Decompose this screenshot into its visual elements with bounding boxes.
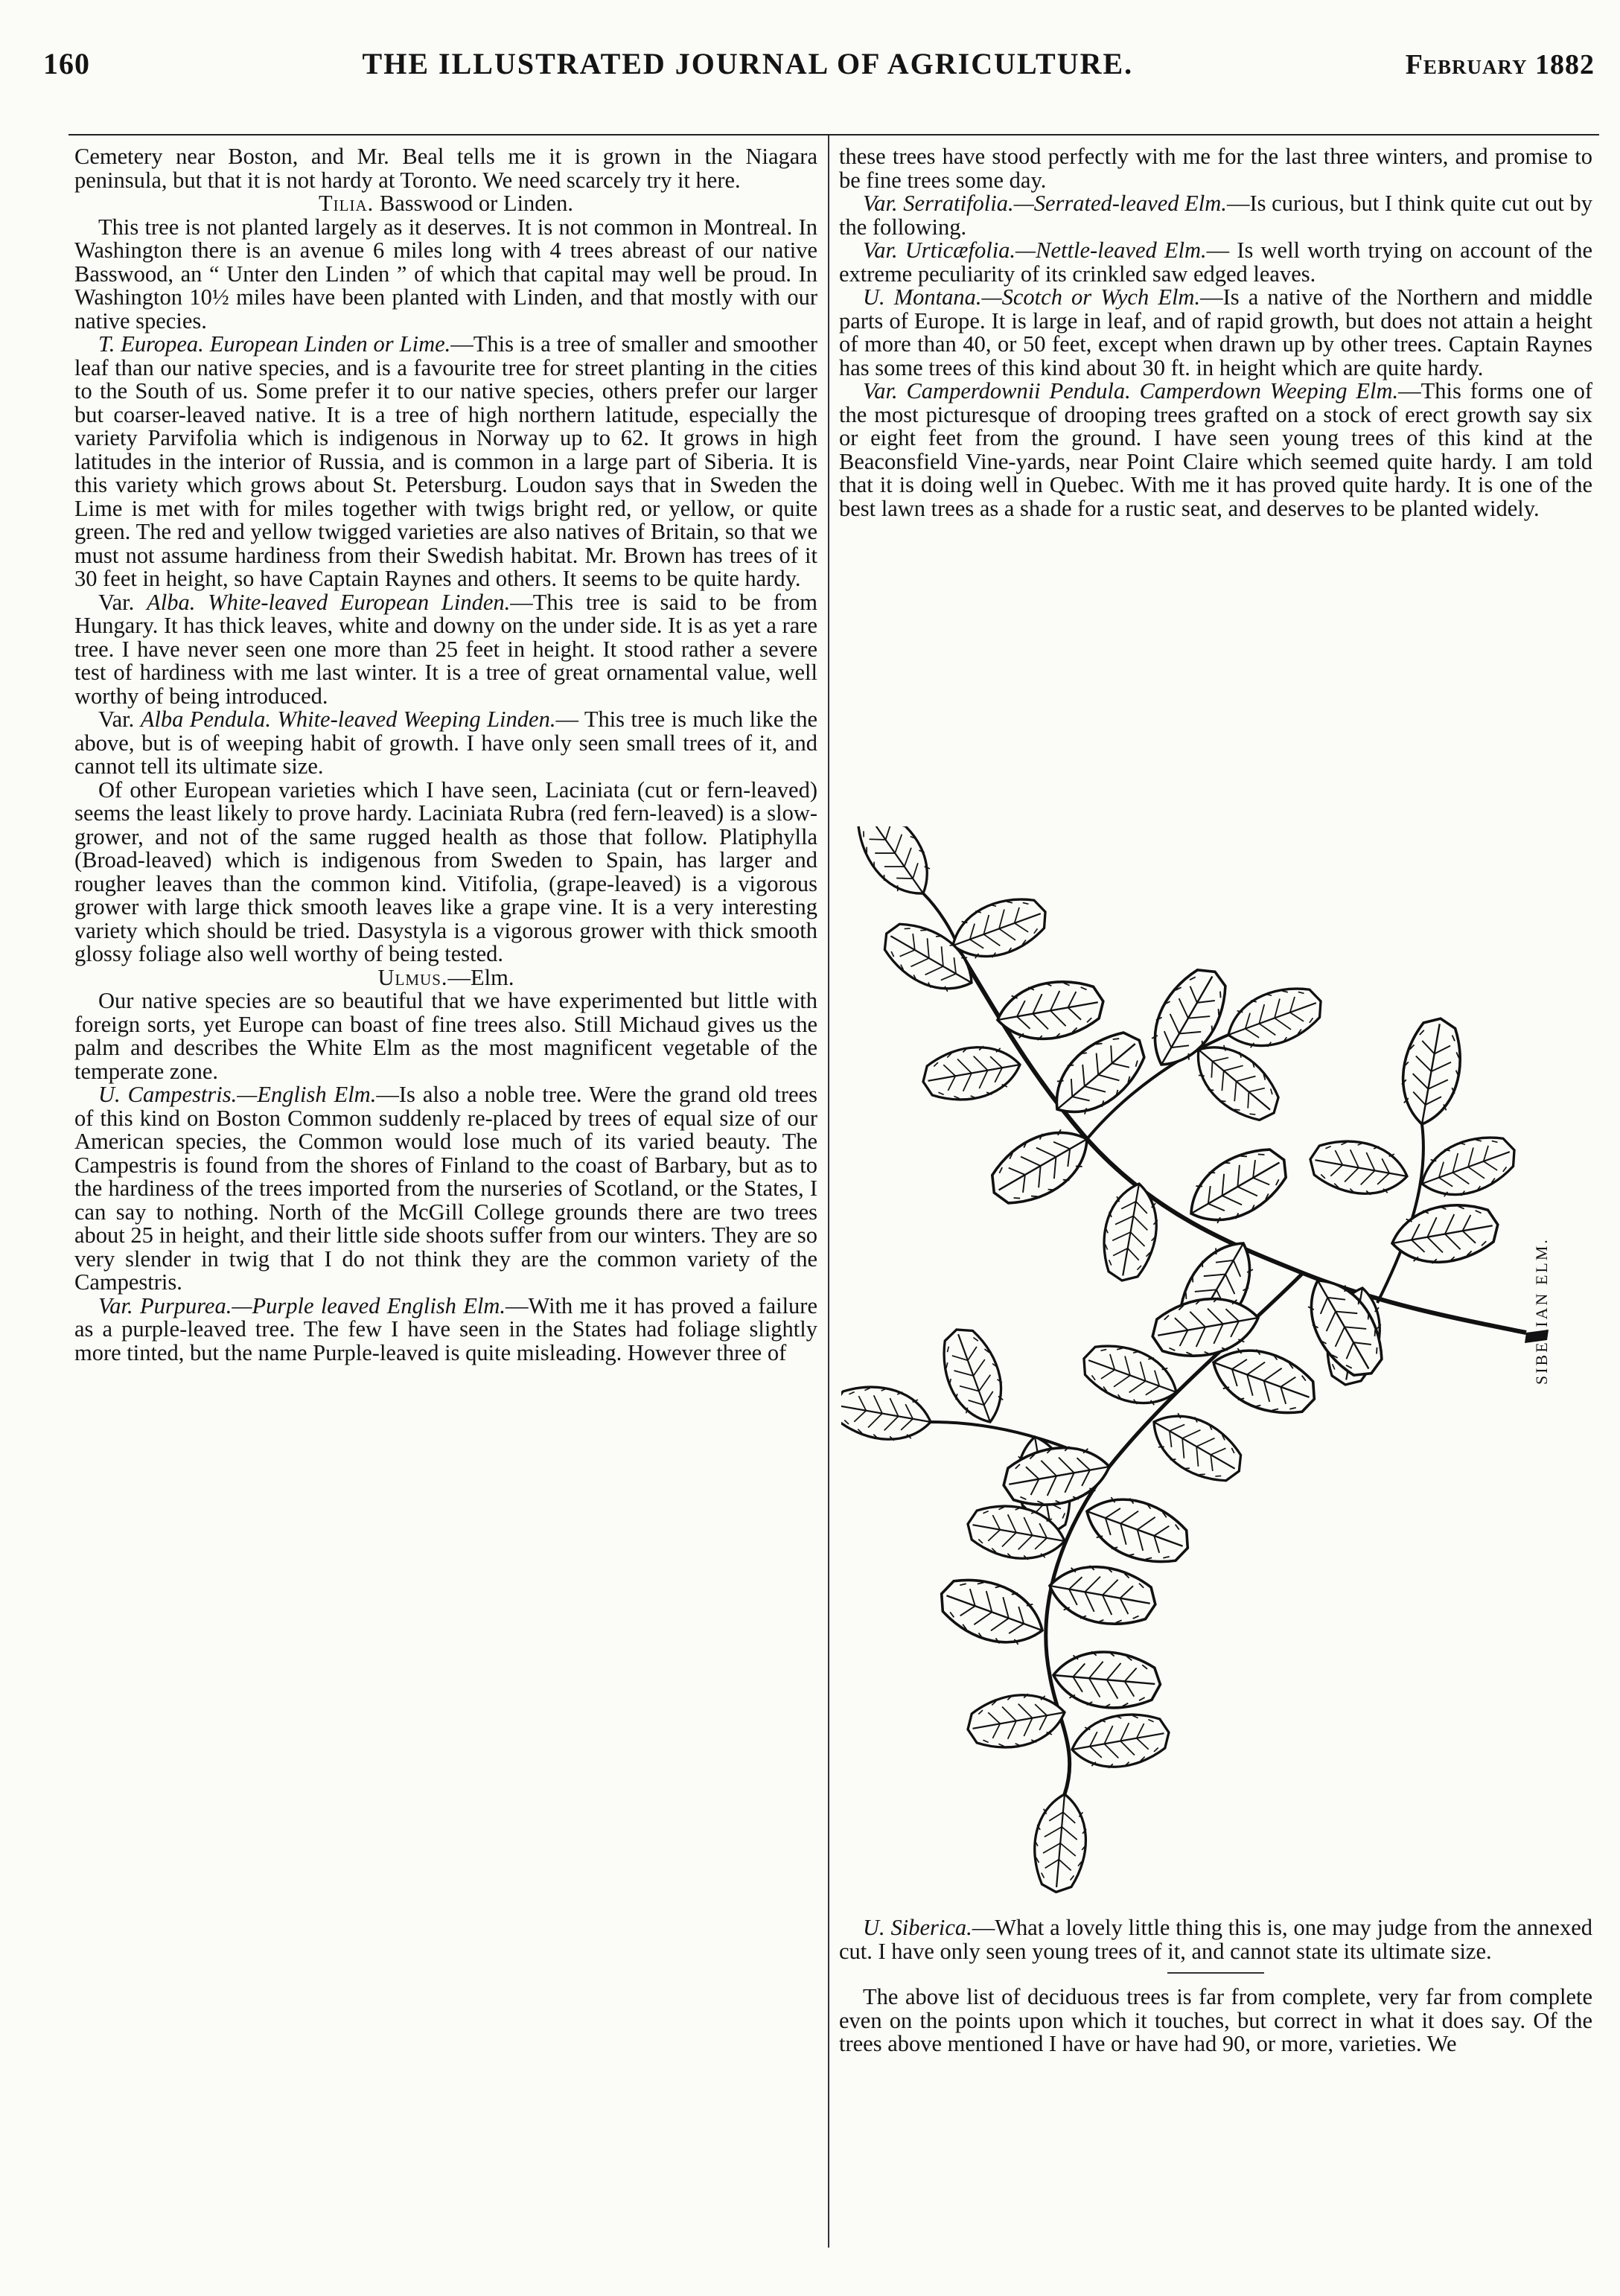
paragraph: This tree is not planted largely as it deserves. It is not common in Montreal. In Washington there is an avenue 6 miles long with 4 trees abreast of our native Basswood, an “ Unter den Linden ” of which that capital may well be proud. In Washington 10½ miles have been planted with Linden, and that mostly with our native species.	[74, 214, 817, 334]
paragraph	[839, 192, 1592, 239]
paragraph: The above list of deciduous trees is far from complete, very far from complete even on the points upon which it touches, but correct in what it does say. Of the trees above mentioned I have or have had 90, or more, varieties. We	[839, 1984, 1592, 2056]
section-heading-ulmus	[74, 966, 817, 990]
figure-caption: SIBERIAN ELM.	[1532, 1237, 1551, 1385]
paragraph-text: —This is a tree of smaller and smoother leaf than our native species, and is a favourite tree for street planting in the cities to the South of us. Some prefer it to our native species, others prefer our larger but coarser-leaved native. It is a tree of high northern latitude, especially the variety Parvifolia which is indigenous in Norway up to 62. It grows in high latitudes in the interior of Russia, and is common in a large part of Siberia. It is this variety which grows about St. Petersburg. Loudon says that in Sweden the Lime is met with for miles together with twigs bright red, or yellow, or quite green. The red and yellow twigged varieties are also natives of Britain, so that we must not assume hardiness from their Swedish habitat. Mr. Brown has trees of it 30 feet in height, so have Captain Raynes and others. It seems to be quite hardy.	[74, 331, 817, 591]
section-rule	[1167, 1972, 1264, 1974]
paragraph-text: — This tree is much like the above, but is of weeping habit of growth. I have only seen small trees of it, and cannot tell its ultimate size.	[74, 707, 817, 779]
section-heading-tilia	[74, 192, 817, 216]
paragraph-text: —This tree is said to be from Hungary. It has thick leaves, white and downy on the under side. It is as yet a rare tree. I have never seen one more than 25 feet in height. It stood rather a severe test of hardiness with me last winter. It is a tree of great ornamental value, well worthy of being introduced.	[74, 589, 817, 709]
paragraph-text: —Is curious, but I think quite cut out by the following.	[839, 191, 1592, 240]
species-name: U. Siberica.	[863, 1915, 972, 1940]
heading-genus: Tilia.	[319, 191, 374, 216]
paragraph	[74, 333, 817, 591]
page-header	[43, 46, 1595, 92]
species-name: Var. Purpurea.—Purple leaved English Elm.	[98, 1292, 506, 1318]
left-column	[74, 145, 817, 1365]
species-name: Var. Serratifolia.—Serrated-leaved Elm.	[863, 191, 1227, 216]
paragraph: these trees have stood perfectly with me for the last three winters, and promise to be fine trees some day.	[839, 144, 1592, 193]
species-name: Var. Camperdownii Pendula. Camperdown Weeping Elm.	[863, 378, 1399, 404]
paragraph: Our native species are so beautiful that we have experimented but little with foreign sorts, yet Europe can boast of fine trees also. Still Michaud gives us the palm and describes the White Elm as the most magnificent vegetable of the temperate zone.	[74, 988, 817, 1084]
column-divider	[828, 135, 829, 2248]
heading-common: Basswood or Linden.	[374, 191, 573, 216]
heading-genus: Ulmus.	[377, 964, 448, 990]
paragraph-text: —With me it has proved a failure as a purple-leaved tree. The few I have seen in the States had foliage slightly more tinted, but the name Purple-leaved is quite misleading. However three of	[74, 1292, 817, 1365]
page-number: 160	[43, 47, 90, 80]
paragraph	[74, 591, 817, 709]
right-column-bottom	[839, 1916, 1592, 2056]
species-name: U. Campestris.—English Elm.	[98, 1082, 377, 1107]
paragraph	[839, 239, 1592, 286]
species-name: U. Montana.—Scotch or Wych Elm.	[863, 284, 1201, 310]
right-column-top	[839, 145, 1592, 520]
journal-title: THE ILLUSTRATED JOURNAL OF AGRICULTURE.	[362, 47, 1134, 80]
paragraph-text: — Is well worth trying on account of the extreme peculiarity of its crinkled saw edged leaves.	[839, 237, 1592, 287]
species-name: Alba Pendula. White-leaved Weeping Linden.	[140, 707, 556, 732]
paragraph	[74, 708, 817, 779]
heading-common: —Elm.	[447, 964, 514, 990]
paragraph	[839, 380, 1592, 520]
paragraph	[74, 1292, 817, 1365]
paragraph	[74, 1083, 817, 1295]
species-name: Var. Urticæfolia.—Nettle-leaved Elm.	[863, 237, 1207, 263]
paragraph: Cemetery near Boston, and Mr. Beal tells me it is grown in the Niagara peninsula, but that it is not hardy at Toronto. We need scarcely try it here.	[74, 144, 817, 193]
species-name: Alba. White-leaved European Linden.	[147, 589, 511, 615]
paragraph	[839, 286, 1592, 380]
paragraph-text: —Is a native of the Northern and middle parts of Europe. It is large in leaf, and of rapid growth, but does not attain a height of more than 40, or 50 feet, except when drawn up by other trees. Captain Raynes has some trees of this kind about 30 ft. in height which are quite hardy.	[839, 284, 1592, 380]
elm-branch-drawing	[841, 826, 1608, 1898]
paragraph-text: —Is also a noble tree. Were the grand old trees of this kind on Boston Common suddenly re-placed by trees of equal size of our American species, the Common would lose much of its varied beauty. The Campestris is found from the shores of Finland to the coast of Barbary, but as to the hardiness of the trees imported from the nurseries of Scotland, or the States, I can say to nothing. North of the McGill College grounds there are two trees about 25 in height, and their little side shoots suffer from our winters. They are so very slender in twig that I do not think they are the common variety of the Campestris.	[74, 1082, 817, 1295]
paragraph-text: —What a lovely little thing this is, one may judge from the annexed cut. I have only seen young trees of it, and cannot state its ultimate size.	[839, 1915, 1593, 1964]
var-prefix: Var.	[98, 707, 141, 732]
paragraph-text: —This forms one of the most picturesque of drooping trees grafted on a stock of erect growth say six or eight feet from the ground. I have seen young trees of this kind at the Beaconsfield Vine-yards, near Point Claire which seemed quite hardy. I am told that it is doing well in Quebec. With me it has proved quite hardy. It is one of the best lawn trees as a shade for a rustic seat, and deserves to be planted widely.	[839, 378, 1592, 521]
var-prefix: Var.	[98, 589, 147, 615]
issue-date: February 1882	[1405, 49, 1595, 80]
paragraph: Of other European varieties which I have seen, Laciniata (cut or fern-leaved) seems the least likely to prove hardy. Laciniata Rubra (red fern-leaved) is a slow-grower, and not of the same rugged health as those that follow. Platiphylla (Broad-leaved) which is indigenous from Sweden to Spain, has larger and rougher leaves than the common kind. Vitifolia, (grape-leaved) is a vigorous grower with large thick smooth leaves like a grape vine. It is a very interesting variety which should be tried. Dasystyla is a vigorous grower with thick smooth glossy foliage also well worthy of being tested.	[74, 777, 817, 966]
header-rule	[68, 134, 1599, 135]
paragraph	[839, 1916, 1592, 1963]
species-name: T. Europea. European Linden or Lime.	[98, 331, 451, 357]
siberian-elm-illustration	[841, 826, 1608, 1898]
